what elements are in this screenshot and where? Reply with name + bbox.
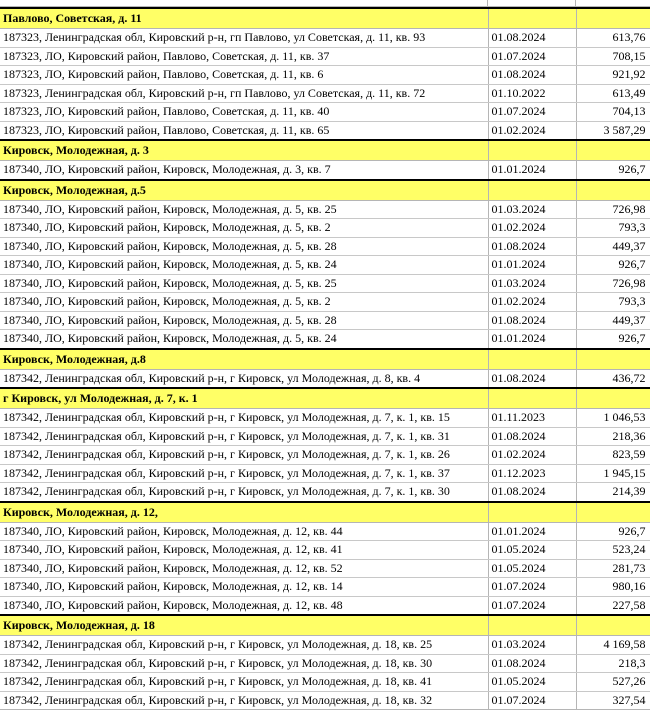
address-cell[interactable]: 187340, ЛО, Кировский район, Кировск, Молодежная, д. 12, кв. 44 xyxy=(0,522,488,541)
debt-table xyxy=(0,7,650,710)
table-row xyxy=(0,121,650,140)
address-cell[interactable]: 187342, Ленинградская обл, Кировский р-н, г Кировск, ул Молодежная, д. 8, кв. 4 xyxy=(0,369,488,388)
date-cell[interactable]: 01.08.2024 xyxy=(488,237,576,256)
amount-cell[interactable]: 708,15 xyxy=(576,47,650,66)
address-cell[interactable]: 187342, Ленинградская обл, Кировский р-н, г Кировск, ул Молодежная, д. 18, кв. 30 xyxy=(0,654,488,673)
table-row xyxy=(0,541,650,560)
date-cell[interactable]: 01.03.2024 xyxy=(488,636,576,655)
table-row xyxy=(0,522,650,541)
address-cell[interactable]: 187342, Ленинградская обл, Кировский р-н, г Кировск, ул Молодежная, д. 18, кв. 32 xyxy=(0,691,488,710)
date-cell[interactable]: 01.08.2024 xyxy=(488,66,576,85)
table-row xyxy=(0,256,650,275)
group-header-row xyxy=(0,140,650,161)
address-cell[interactable]: 187340, ЛО, Кировский район, Кировск, Молодежная, д. 5, кв. 28 xyxy=(0,237,488,256)
date-cell[interactable]: 01.08.2024 xyxy=(488,427,576,446)
amount-cell[interactable]: 449,37 xyxy=(576,237,650,256)
address-cell[interactable]: 187340, ЛО, Кировский район, Кировск, Молодежная, д. 5, кв. 25 xyxy=(0,200,488,219)
group-date-cell[interactable] xyxy=(488,615,576,636)
address-cell[interactable]: 187323, ЛО, Кировский район, Павлово, Советская, д. 11, кв. 37 xyxy=(0,47,488,66)
group-title-cell[interactable]: Кировск, Молодежная, д.8 xyxy=(0,349,488,370)
date-cell[interactable]: 01.10.2022 xyxy=(488,84,576,103)
address-cell[interactable]: 187323, ЛО, Кировский район, Павлово, Советская, д. 11, кв. 65 xyxy=(0,121,488,140)
address-cell[interactable]: 187342, Ленинградская обл, Кировский р-н, г Кировск, ул Молодежная, д. 7, к. 1, кв. 37 xyxy=(0,464,488,483)
group-date-cell[interactable] xyxy=(488,388,576,409)
date-cell[interactable]: 01.01.2024 xyxy=(488,161,576,180)
address-cell[interactable]: 187342, Ленинградская обл, Кировский р-н, г Кировск, ул Молодежная, д. 18, кв. 41 xyxy=(0,673,488,692)
date-cell[interactable]: 01.07.2024 xyxy=(488,596,576,615)
group-amount-cell[interactable] xyxy=(576,615,650,636)
table-row xyxy=(0,483,650,502)
amount-cell[interactable]: 527,26 xyxy=(576,673,650,692)
table-row xyxy=(0,691,650,710)
group-title-cell[interactable]: Кировск, Молодежная, д. 18 xyxy=(0,615,488,636)
amount-cell[interactable]: 926,7 xyxy=(576,522,650,541)
date-cell[interactable]: 01.02.2024 xyxy=(488,446,576,465)
date-cell[interactable]: 01.01.2024 xyxy=(488,256,576,275)
group-date-cell[interactable] xyxy=(488,180,576,201)
amount-cell[interactable]: 218,3 xyxy=(576,654,650,673)
amount-cell[interactable]: 1 945,15 xyxy=(576,464,650,483)
date-cell[interactable]: 01.07.2024 xyxy=(488,578,576,597)
date-cell[interactable]: 01.05.2024 xyxy=(488,559,576,578)
amount-cell[interactable]: 926,7 xyxy=(576,330,650,349)
date-cell[interactable]: 01.02.2024 xyxy=(488,293,576,312)
group-amount-cell[interactable] xyxy=(576,502,650,523)
table-row xyxy=(0,330,650,349)
amount-cell[interactable]: 926,7 xyxy=(576,161,650,180)
address-cell[interactable]: 187323, Ленинградская обл, Кировский р-н, гп Павлово, ул Советская, д. 11, кв. 93 xyxy=(0,29,488,48)
amount-cell[interactable]: 921,92 xyxy=(576,66,650,85)
amount-cell[interactable]: 523,24 xyxy=(576,541,650,560)
table-row xyxy=(0,446,650,465)
amount-cell[interactable]: 436,72 xyxy=(576,369,650,388)
group-header-row xyxy=(0,502,650,523)
amount-cell[interactable]: 704,13 xyxy=(576,103,650,122)
group-amount-cell[interactable] xyxy=(576,349,650,370)
group-amount-cell[interactable] xyxy=(576,388,650,409)
table-row xyxy=(0,219,650,238)
table-row xyxy=(0,200,650,219)
amount-cell[interactable]: 3 587,29 xyxy=(576,121,650,140)
table-row xyxy=(0,293,650,312)
amount-cell[interactable]: 218,36 xyxy=(576,427,650,446)
group-header-row xyxy=(0,8,650,29)
group-date-cell[interactable] xyxy=(488,140,576,161)
date-cell[interactable]: 01.01.2024 xyxy=(488,330,576,349)
group-header-row xyxy=(0,180,650,201)
table-row xyxy=(0,636,650,655)
date-cell[interactable]: 01.02.2024 xyxy=(488,219,576,238)
table-row xyxy=(0,409,650,428)
date-cell[interactable]: 01.01.2024 xyxy=(488,522,576,541)
date-cell[interactable]: 01.07.2024 xyxy=(488,47,576,66)
table-row xyxy=(0,578,650,597)
address-cell[interactable]: 187340, ЛО, Кировский район, Кировск, Молодежная, д. 12, кв. 52 xyxy=(0,559,488,578)
table-body xyxy=(0,8,650,710)
group-header-row xyxy=(0,349,650,370)
table-row xyxy=(0,84,650,103)
amount-cell[interactable]: 214,39 xyxy=(576,483,650,502)
address-cell[interactable]: 187342, Ленинградская обл, Кировский р-н, г Кировск, ул Молодежная, д. 7, к. 1, кв. 26 xyxy=(0,446,488,465)
table-row xyxy=(0,274,650,293)
table-row xyxy=(0,427,650,446)
date-cell[interactable]: 01.11.2023 xyxy=(488,409,576,428)
amount-cell[interactable]: 327,54 xyxy=(576,691,650,710)
partial-cell-address[interactable] xyxy=(0,0,488,6)
amount-cell[interactable]: 4 169,58 xyxy=(576,636,650,655)
date-cell[interactable]: 01.05.2024 xyxy=(488,673,576,692)
address-cell[interactable]: 187340, ЛО, Кировский район, Кировск, Молодежная, д. 5, кв. 24 xyxy=(0,330,488,349)
group-title-cell[interactable]: Кировск, Молодежная, д.5 xyxy=(0,180,488,201)
amount-cell[interactable]: 793,3 xyxy=(576,219,650,238)
date-cell[interactable]: 01.08.2024 xyxy=(488,369,576,388)
date-cell[interactable]: 01.08.2024 xyxy=(488,483,576,502)
group-amount-cell[interactable] xyxy=(576,140,650,161)
amount-cell[interactable]: 613,76 xyxy=(576,29,650,48)
amount-cell[interactable]: 281,73 xyxy=(576,559,650,578)
group-date-cell[interactable] xyxy=(488,502,576,523)
amount-cell[interactable]: 449,37 xyxy=(576,311,650,330)
date-cell[interactable]: 01.08.2024 xyxy=(488,654,576,673)
table-row xyxy=(0,369,650,388)
address-cell[interactable]: 187340, ЛО, Кировский район, Кировск, Молодежная, д. 5, кв. 2 xyxy=(0,293,488,312)
date-cell[interactable]: 01.12.2023 xyxy=(488,464,576,483)
amount-cell[interactable]: 726,98 xyxy=(576,274,650,293)
address-cell[interactable]: 187323, Ленинградская обл, Кировский р-н, гп Павлово, ул Советская, д. 11, кв. 72 xyxy=(0,84,488,103)
table-row xyxy=(0,47,650,66)
address-cell[interactable]: 187340, ЛО, Кировский район, Кировск, Молодежная, д. 12, кв. 14 xyxy=(0,578,488,597)
amount-cell[interactable]: 926,7 xyxy=(576,256,650,275)
date-cell[interactable]: 01.03.2024 xyxy=(488,200,576,219)
date-cell[interactable]: 01.07.2024 xyxy=(488,691,576,710)
table-row xyxy=(0,596,650,615)
group-date-cell[interactable] xyxy=(488,8,576,29)
address-cell[interactable]: 187340, ЛО, Кировский район, Кировск, Молодежная, д. 5, кв. 24 xyxy=(0,256,488,275)
group-date-cell[interactable] xyxy=(488,349,576,370)
table-row xyxy=(0,559,650,578)
address-cell[interactable]: 187342, Ленинградская обл, Кировский р-н, г Кировск, ул Молодежная, д. 7, к. 1, кв. 31 xyxy=(0,427,488,446)
partial-cell-date[interactable] xyxy=(488,0,576,6)
address-cell[interactable]: 187342, Ленинградская обл, Кировский р-н, г Кировск, ул Молодежная, д. 7, к. 1, кв. 30 xyxy=(0,483,488,502)
amount-cell[interactable]: 227,58 xyxy=(576,596,650,615)
table-row xyxy=(0,66,650,85)
group-header-row xyxy=(0,388,650,409)
table-row xyxy=(0,464,650,483)
date-cell[interactable]: 01.03.2024 xyxy=(488,274,576,293)
amount-cell[interactable]: 980,16 xyxy=(576,578,650,597)
table-row xyxy=(0,237,650,256)
amount-cell[interactable]: 823,59 xyxy=(576,446,650,465)
address-cell[interactable]: 187340, ЛО, Кировский район, Кировск, Молодежная, д. 3, кв. 7 xyxy=(0,161,488,180)
table-row xyxy=(0,103,650,122)
table-row xyxy=(0,311,650,330)
amount-cell[interactable]: 1 046,53 xyxy=(576,409,650,428)
date-cell[interactable]: 01.07.2024 xyxy=(488,103,576,122)
group-title-cell[interactable]: Кировск, Молодежная, д. 3 xyxy=(0,140,488,161)
address-cell[interactable]: 187342, Ленинградская обл, Кировский р-н, г Кировск, ул Молодежная, д. 7, к. 1, кв. 15 xyxy=(0,409,488,428)
address-cell[interactable]: 187340, ЛО, Кировский район, Кировск, Молодежная, д. 5, кв. 28 xyxy=(0,311,488,330)
table-row xyxy=(0,673,650,692)
group-amount-cell[interactable] xyxy=(576,8,650,29)
group-header-row xyxy=(0,615,650,636)
group-title-cell[interactable]: Павлово, Советская, д. 11 xyxy=(0,8,488,29)
address-cell[interactable]: 187340, ЛО, Кировский район, Кировск, Молодежная, д. 12, кв. 41 xyxy=(0,541,488,560)
group-title-cell[interactable]: Кировск, Молодежная, д. 12, xyxy=(0,502,488,523)
amount-cell[interactable]: 613,49 xyxy=(576,84,650,103)
address-cell[interactable]: 187340, ЛО, Кировский район, Кировск, Молодежная, д. 12, кв. 48 xyxy=(0,596,488,615)
table-row xyxy=(0,29,650,48)
address-cell[interactable]: 187340, ЛО, Кировский район, Кировск, Молодежная, д. 5, кв. 2 xyxy=(0,219,488,238)
address-cell[interactable]: 187323, ЛО, Кировский район, Павлово, Советская, д. 11, кв. 6 xyxy=(0,66,488,85)
address-cell[interactable]: 187340, ЛО, Кировский район, Кировск, Молодежная, д. 5, кв. 25 xyxy=(0,274,488,293)
amount-cell[interactable]: 726,98 xyxy=(576,200,650,219)
date-cell[interactable]: 01.05.2024 xyxy=(488,541,576,560)
group-amount-cell[interactable] xyxy=(576,180,650,201)
address-cell[interactable]: 187323, ЛО, Кировский район, Павлово, Советская, д. 11, кв. 40 xyxy=(0,103,488,122)
amount-cell[interactable]: 793,3 xyxy=(576,293,650,312)
partial-row xyxy=(0,0,650,7)
table-row xyxy=(0,654,650,673)
group-title-cell[interactable]: г Кировск, ул Молодежная, д. 7, к. 1 xyxy=(0,388,488,409)
address-cell[interactable]: 187342, Ленинградская обл, Кировский р-н, г Кировск, ул Молодежная, д. 18, кв. 25 xyxy=(0,636,488,655)
date-cell[interactable]: 01.08.2024 xyxy=(488,29,576,48)
table-row xyxy=(0,161,650,180)
date-cell[interactable]: 01.08.2024 xyxy=(488,311,576,330)
date-cell[interactable]: 01.02.2024 xyxy=(488,121,576,140)
